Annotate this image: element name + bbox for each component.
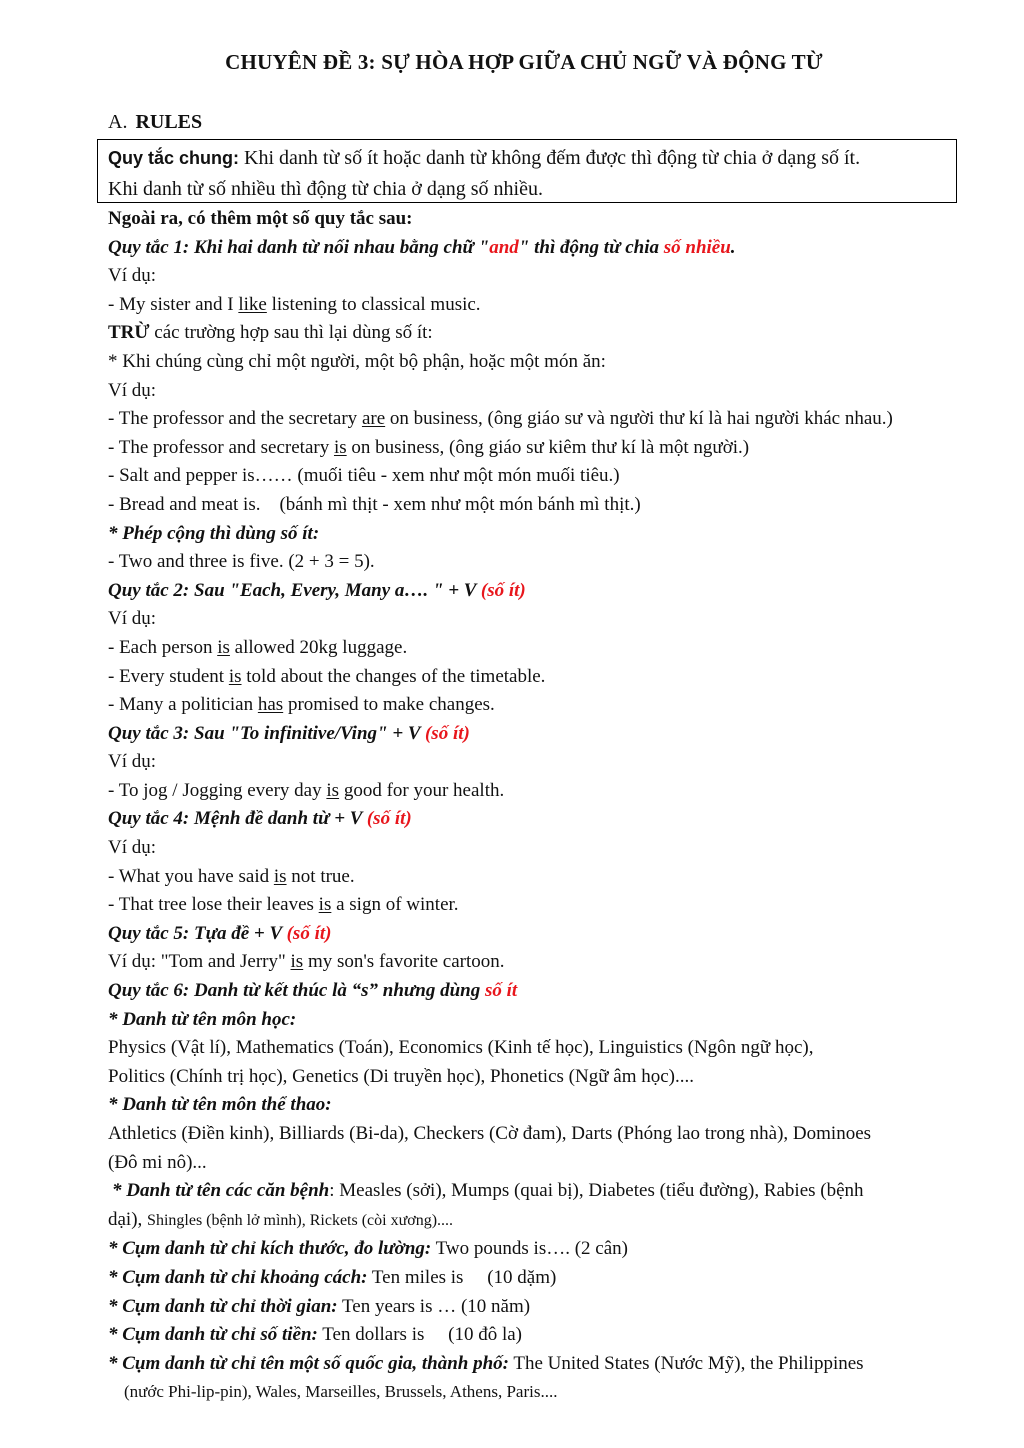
rule-6-size: * Cụm danh từ chỉ kích thước, đo lường: Two pounds is…. (2 cân) bbox=[108, 1238, 628, 1260]
rule-1-example-4: - Salt and pepper is…… (muối tiêu - xem như một món muối tiêu.) bbox=[108, 465, 620, 487]
rule-6-subjects-label: * Danh từ tên môn học: bbox=[108, 1008, 297, 1030]
general-rule-text-2: Khi danh từ số nhiều thì động từ chia ở dạng số nhiều. bbox=[108, 178, 543, 200]
rule-6-heading: Quy tắc 6: Danh từ kết thúc là “s” nhưng dùng số ít bbox=[108, 980, 518, 1002]
rule-6-subjects-2: Politics (Chính trị học), Genetics (Di truyền học), Phonetics (Ngữ âm học).... bbox=[108, 1065, 694, 1087]
rule-5-example-1: Ví dụ: "Tom and Jerry" is my son's favorite cartoon. bbox=[108, 951, 505, 973]
rule-1-example-3: - The professor and secretary is on business, (ông giáo sư kiêm thư kí là một người.) bbox=[108, 436, 750, 458]
rule-1-plural: số nhiều bbox=[663, 236, 731, 258]
rule-6-diseases: * Danh từ tên các căn bệnh: Measles (sởi), Mumps (quai bị), Diabetes (tiểu đường), Rabies (bệnh bbox=[112, 1180, 864, 1202]
general-rule-text-1: Khi danh từ số ít hoặc danh từ không đếm được thì động từ chia ở dạng số ít. bbox=[239, 147, 861, 169]
rule-1-example-1: - My sister and I like listening to classical music. bbox=[108, 293, 481, 315]
rule-5-heading: Quy tắc 5: Tựa đề + V (số ít) bbox=[108, 922, 332, 944]
rule-6-money: * Cụm danh từ chỉ số tiền: Ten dollars is (10 đô la) bbox=[108, 1324, 522, 1346]
rule-1-example-6: - Two and three is five. (2 + 3 = 5). bbox=[108, 551, 375, 573]
rule-6-subjects-1: Physics (Vật lí), Mathematics (Toán), Economics (Kinh tế học), Linguistics (Ngôn ngữ học), bbox=[108, 1037, 814, 1059]
rule-4-heading: Quy tắc 4: Mệnh đề danh từ + V (số ít) bbox=[108, 808, 412, 830]
rule-6-sports-2: (Đô mi nô)... bbox=[108, 1151, 207, 1173]
rule-2-example-1: - Each person is allowed 20kg luggage. bbox=[108, 636, 408, 658]
rule-6-distance: * Cụm danh từ chỉ khoảng cách: Ten miles is (10 dặm) bbox=[108, 1266, 557, 1288]
rule-1-text-c: . bbox=[730, 236, 736, 258]
rule-3-example-1: - To jog / Jogging every day is good for your health. bbox=[108, 779, 505, 801]
rule-6-sports-1: Athletics (Điền kinh), Billiards (Bi-da), Checkers (Cờ đam), Darts (Phóng lao trong nhà), Dominoes bbox=[108, 1123, 872, 1144]
rule-6-diseases-2: dại), Shingles (bệnh lở mình), Rickets (còi xương).... bbox=[108, 1208, 454, 1230]
rule-6-countries: * Cụm danh từ chỉ tên một số quốc gia, thành phố: The United States (Nước Mỹ), the Philippines bbox=[108, 1352, 864, 1374]
rule-1-addition: * Phép cộng thì dùng số ít: bbox=[108, 522, 320, 544]
rule-1-exception: TRỪ các trường hợp sau thì lại dùng số ít: bbox=[108, 322, 433, 344]
rule-1-text-a: Quy tắc 1: Khi hai danh từ nối nhau bằng chữ " bbox=[108, 236, 490, 258]
section-prefix: A. bbox=[108, 111, 128, 133]
rule-4-example-2: - That tree lose their leaves is a sign of winter. bbox=[108, 894, 459, 916]
page-title: CHUYÊN ĐỀ 3: SỰ HÒA HỢP GIỮA CHỦ NGỮ VÀ ĐỘNG TỪ bbox=[225, 50, 823, 74]
example-label: Ví dụ: bbox=[108, 379, 157, 401]
rule-6-time: * Cụm danh từ chỉ thời gian: Ten years is … (10 năm) bbox=[108, 1295, 531, 1317]
rule-1-and: and bbox=[489, 236, 519, 258]
section-heading-rules bbox=[108, 111, 202, 134]
rule-1-heading bbox=[108, 234, 1008, 263]
rule-6-sports-label: * Danh từ tên môn thể thao: bbox=[108, 1094, 332, 1116]
example-label: Ví dụ: bbox=[108, 265, 157, 287]
rule-4-example-1: - What you have said is not true. bbox=[108, 865, 355, 887]
general-rule-box bbox=[97, 139, 957, 203]
example-label: Ví dụ: bbox=[108, 751, 157, 773]
rule-1-example-2: - The professor and the secretary are on business, (ông giáo sư và người thư kí là hai người khác nhau.) bbox=[108, 408, 893, 430]
rule-1-text-b: " thì động từ chia bbox=[518, 236, 664, 258]
rule-2-heading: Quy tắc 2: Sau "Each, Every, Many a…. " + V (số ít) bbox=[108, 579, 526, 601]
rule-6-countries-2: (nước Phi-lip-pin), Wales, Marseilles, Brussels, Athens, Paris.... bbox=[124, 1382, 558, 1402]
rule-1-example-5: - Bread and meat is. (bánh mì thịt - xem như một món bánh mì thịt.) bbox=[108, 493, 641, 515]
rule-2-example-3: - Many a politician has promised to make changes. bbox=[108, 694, 495, 716]
rule-1-case-1: * Khi chúng cùng chỉ một người, một bộ phận, hoặc một món ăn: bbox=[108, 350, 606, 372]
rule-2-example-2: - Every student is told about the changes of the timetable. bbox=[108, 665, 546, 687]
general-rule-label: Quy tắc chung: bbox=[108, 148, 240, 168]
rules-content bbox=[108, 205, 1008, 1407]
intro-text: Ngoài ra, có thêm một số quy tắc sau: bbox=[108, 208, 413, 229]
example-label: Ví dụ: bbox=[108, 608, 157, 630]
example-label: Ví dụ: bbox=[108, 837, 157, 859]
section-label: RULES bbox=[135, 111, 203, 133]
rule-3-heading: Quy tắc 3: Sau "To infinitive/Ving" + V (số ít) bbox=[108, 722, 470, 744]
